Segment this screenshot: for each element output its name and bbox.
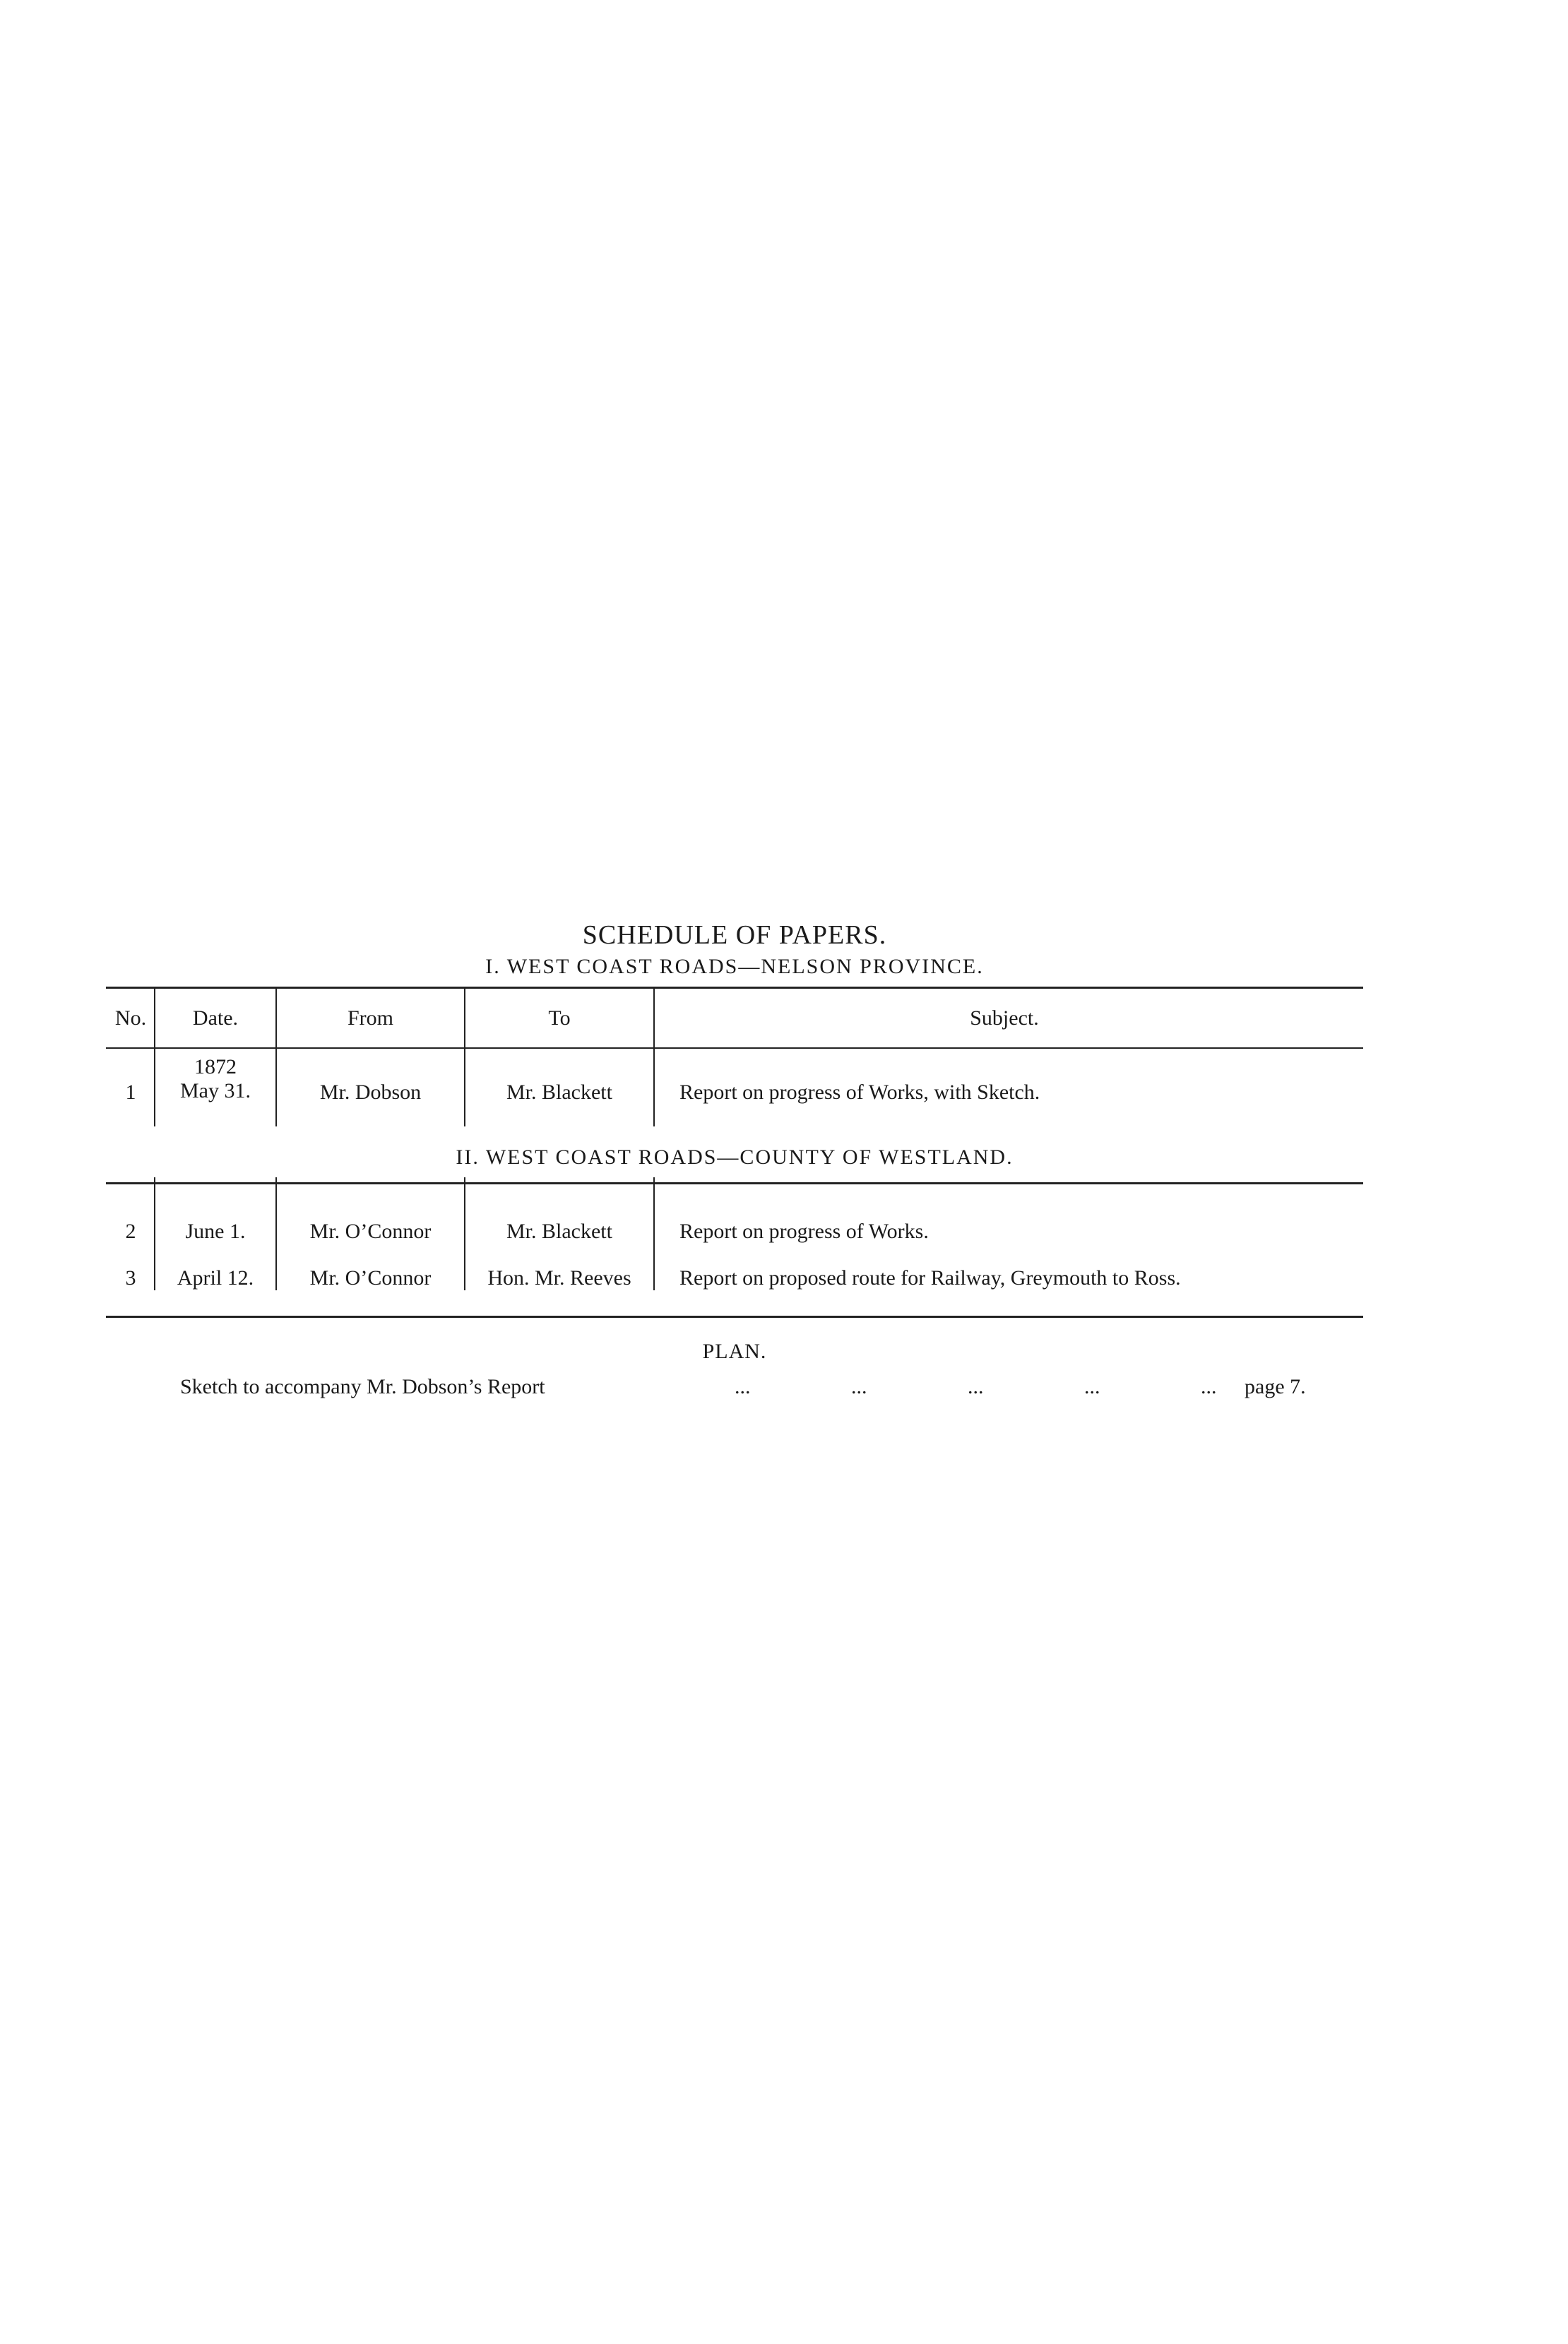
row-to: Mr. Blackett xyxy=(506,1081,612,1104)
row-year: 1872 xyxy=(194,1055,237,1078)
column-header-date: Date. xyxy=(192,1006,239,1030)
table-top-rule xyxy=(106,987,1363,989)
column-divider xyxy=(653,1177,655,1290)
row-to: Hon. Mr. Reeves xyxy=(487,1266,631,1290)
row-from: Mr. O’Connor xyxy=(309,1220,432,1243)
row-subject: Report on progress of Works, with Sketch. xyxy=(679,1081,1040,1104)
column-header-to: To xyxy=(548,1006,571,1030)
row-to: Mr. Blackett xyxy=(506,1220,612,1243)
row-subject: Report on proposed route for Railway, Greymouth to Ross. xyxy=(679,1266,1181,1290)
column-header-from: From xyxy=(347,1006,393,1030)
section-heading-westland: II. WEST COAST ROADS—COUNTY OF WESTLAND. xyxy=(456,1146,1014,1169)
row-subject: Report on progress of Works. xyxy=(679,1220,929,1243)
row-number: 3 xyxy=(125,1266,136,1290)
header-bottom-rule xyxy=(106,1047,1363,1049)
leader-dots: ... xyxy=(735,1375,751,1398)
row-date: June 1. xyxy=(185,1220,246,1243)
row-from: Mr. O’Connor xyxy=(309,1266,432,1290)
plan-page-ref: page 7. xyxy=(1245,1375,1306,1398)
plan-item: Sketch to accompany Mr. Dobson’s Report xyxy=(180,1375,545,1398)
leader-dots: ... xyxy=(1084,1375,1100,1398)
leader-dots: ... xyxy=(1201,1375,1217,1398)
column-header-subject: Subject. xyxy=(970,1006,1039,1030)
leader-dots: ... xyxy=(851,1375,867,1398)
row-date: April 12. xyxy=(177,1266,254,1290)
table-top-rule xyxy=(106,1182,1363,1184)
section-heading-nelson: I. WEST COAST ROADS—NELSON PROVINCE. xyxy=(485,955,984,978)
row-number: 2 xyxy=(125,1220,136,1243)
table-bottom-rule xyxy=(106,1316,1363,1318)
column-header-no: No. xyxy=(114,1006,147,1030)
row-from: Mr. Dobson xyxy=(319,1081,422,1104)
plan-heading: PLAN. xyxy=(702,1340,767,1363)
page-title: SCHEDULE OF PAPERS. xyxy=(582,920,887,950)
row-date: May 31. xyxy=(180,1079,251,1102)
row-number: 1 xyxy=(125,1081,136,1104)
leader-dots: ... xyxy=(968,1375,984,1398)
